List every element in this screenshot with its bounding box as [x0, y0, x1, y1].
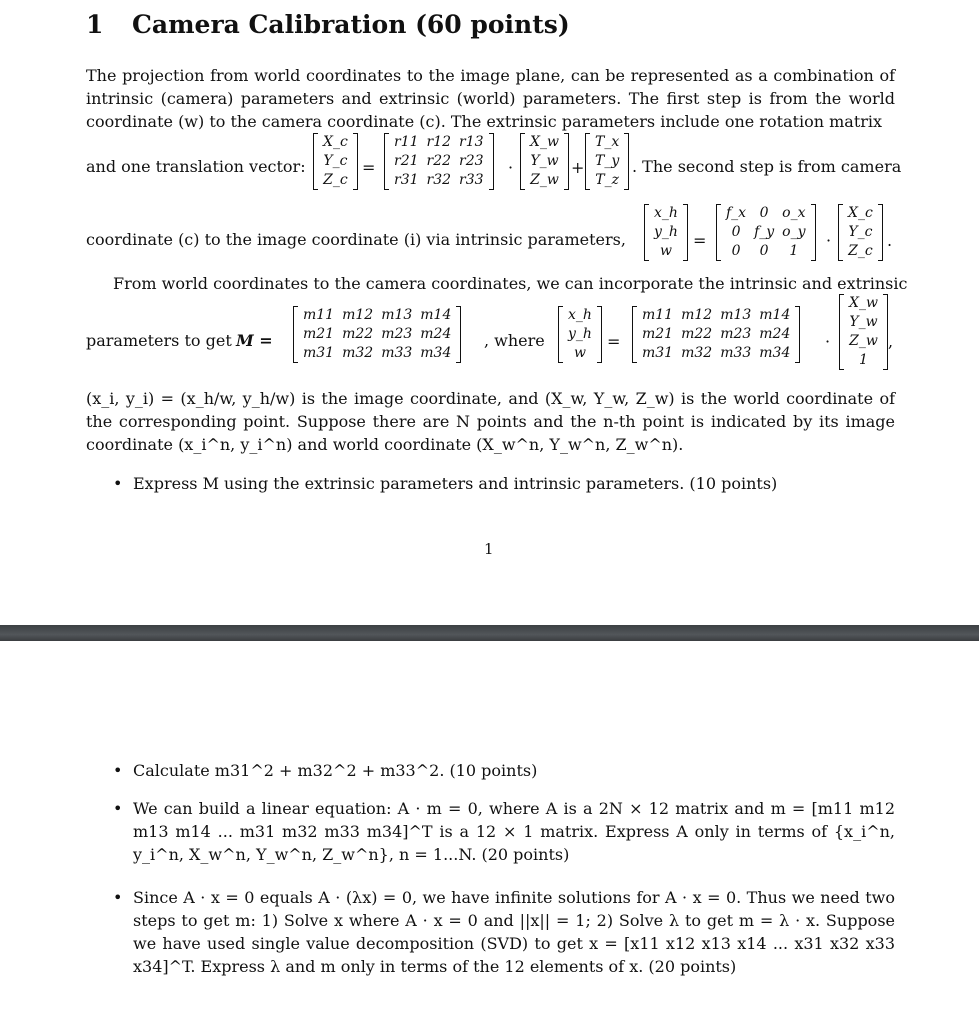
section-heading	[86, 10, 570, 39]
translation-lead: and one translation vector:	[86, 157, 306, 176]
pdf-page-2	[0, 641, 979, 1024]
m-matrix: m11 m12 m13 m14 m21 m22 m23 m24 m31 m32 m33 m34	[293, 306, 461, 363]
question-3: • We can build a linear equation: A · m = 0, where A is a 2N × 12 matrix and m = [m11 m12 m13 m14 ... m31 m32 m33 m34]^T is a 12 × 1 matrix. Express A only in terms of {x_i^n, y_i^n, X_w^n, Y_w^n, Z_w^n}, n = 1...N. (20 points)	[133, 797, 895, 866]
m-lead: parameters to get	[86, 331, 232, 350]
camera-vector	[313, 133, 358, 190]
camera-vector-y: Y_c	[323, 153, 348, 169]
question-2: • Calculate m31^2 + m32^2 + m33^2. (10 points)	[133, 759, 895, 782]
intrinsic-matrix: f_x 0 o_x 0 f_y o_y 0 0 1	[716, 204, 816, 261]
section-number: 1	[86, 10, 104, 39]
rotation-matrix: r11 r12 r13 r21 r22 r23 r31 r32 r33	[384, 133, 494, 190]
combine-line: From world coordinates to the camera coordinates, we can incorporate the intrinsic and extrinsic	[113, 274, 908, 293]
camera-vector-z: Z_c	[323, 172, 348, 188]
intro-paragraph: The projection from world coordinates to the image plane, can be represented as a combination of intrinsic (camera) parameters and extrinsic (world) parameters. The first step is from the world coordinate (w) to the camera coordinate (c). The extrinsic parameters include one rotation matrix	[86, 66, 895, 131]
question-4: • Since A · x = 0 equals A · (λx) = 0, we have infinite solutions for A · x = 0. Thus we need two steps to get m: 1) Solve x where A · x = 0 and ||x|| = 1; 2) Solve λ to get m = λ · x. Suppose we have used single value decomposition (SVD) to get x = [x11 x12 x13 x14 ... x31 x32 x33 x34]^T. Express λ and m only in terms of the 12 elements of x. (20 points)	[133, 886, 895, 978]
homog-image-vector: x_h y_h w	[644, 204, 688, 261]
m-matrix-2: m11 m12 m13 m14 m21 m22 m23 m24 m31 m32 m33 m34	[632, 306, 800, 363]
section-title: Camera Calibration (60 points)	[132, 10, 570, 39]
question-1: • Express M using the extrinsic parameters and intrinsic parameters. (10 points)	[133, 472, 895, 495]
translation-tail: . The second step is from camera	[632, 157, 902, 176]
camera-vector-2: X_c Y_c Z_c	[838, 204, 883, 261]
image-coordinate-paragraph: (x_i, y_i) = (x_h/w, y_h/w) is the image coordinate, and (X_w, Y_w, Z_w) is the world coordinate of the corresponding point. Suppose there are N points and the n-th point is indicated by its image coordinate (x_i^n, y_i^n) and world coordinate (X_w^n, Y_w^n, Z_w^n).	[86, 389, 895, 454]
m-symbol: M =	[236, 331, 273, 350]
homog-image-vector-2: x_h y_h w	[558, 306, 602, 363]
intrinsic-lead: coordinate (c) to the image coordinate (i) via intrinsic parameters,	[86, 230, 626, 249]
pdf-page-1: 1 Camera Calibration (60 points) The projection from world coordinates to the image plane, can be represented as a combination of intrinsic (camera) parameters and extrinsic (world) parameters. The first step is from the world coordinate (w) to the camera coordinate (c). The extrinsic parameters include one rotation matrix and one translation vector: X_c Y_c Z_c = r11 r12 r13 r21 r22 r23 r31 r32 r33 · X_w Y_w Z_w + T_x T_y T_z . The second step is from camera coordinate (c) to the image coordinate (i) via intrinsic parameters, x_h y_h w = f_x 0 o_x 0 f_y o_y 0 0 1 · X_c Y_c Z_c . From world coordinates to the camera coordinates, we can incorporate the intrinsic and extrinsic parameters to get M = m11 m12 m13 m14 m21 m22 m23 m24 m31 m32 m33 m34 , where x_h y_h w = m11 m12 m13 m14 m21 m22 m23 m24 m31 m32 m33 m34 · X_w Y_w Z_w 1 , (x_i, y_i) = (x_h/w, y_h/w) is the image coordinate, and (X_w, Y_w, Z_w) is the world coordinate of the corresponding point. Suppose there are N points and the n-th point is indicated by its image coordinate (x_i^n, y_i^n) and world coordinate (X_w^n, Y_w^n, Z_w^n). • Express M using the extrinsic parameters and intrinsic parameters. (10 points) 1	[0, 0, 979, 625]
world-vector: X_w Y_w Z_w	[520, 133, 569, 190]
page-number: 1	[484, 540, 494, 558]
camera-vector-x: X_c	[323, 134, 348, 150]
translation-vector: T_x T_y T_z	[585, 133, 629, 190]
where-text: , where	[484, 331, 545, 350]
page-separator	[0, 625, 979, 641]
world-homog-vector: X_w Y_w Z_w 1	[839, 294, 888, 370]
